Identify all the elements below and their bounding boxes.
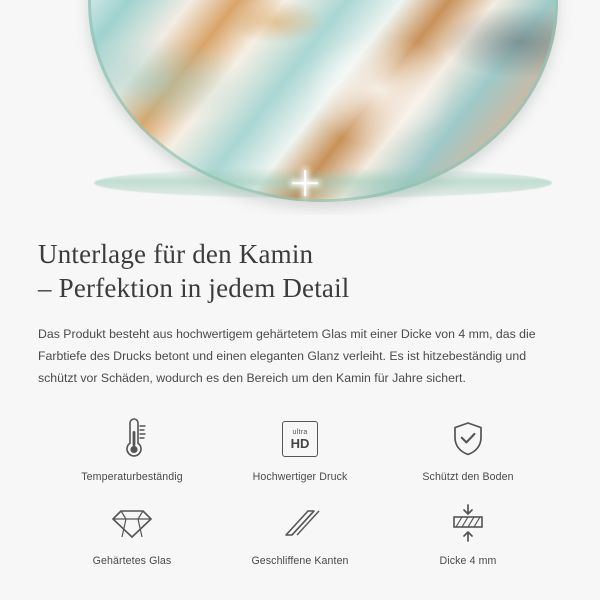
page-title-line-2: – Perfektion in jedem Detail <box>38 273 350 303</box>
thickness-arrows-icon <box>446 499 490 547</box>
feature-item-floor-protection <box>384 415 552 483</box>
feature-label: Gehärtetes Glas <box>92 555 172 567</box>
feature-grid <box>38 415 562 567</box>
feature-item-thickness <box>384 499 552 567</box>
page-title <box>38 237 562 305</box>
feature-item-polished-edges <box>216 499 384 567</box>
thermometer-icon <box>112 415 152 463</box>
content-section <box>0 237 600 567</box>
feature-label: Dicke 4 mm <box>439 555 497 567</box>
ultra-hd-badge-bottom: HD <box>290 435 310 451</box>
page-title-line-1: Unterlage für den Kamin <box>38 239 314 269</box>
feature-item-tempered-glass <box>48 499 216 567</box>
ultra-hd-badge-top: ultra <box>292 428 308 436</box>
product-description-text: Das Produkt besteht aus hochwertigem gehärtetem Glas mit einer Dicke von 4 mm, das die Farbtiefe des Drucks betont und einen eleganten Glanz verleiht. Es ist hitzebeständig und schützt vor Schäden, wodurch es den Bereich um den Kamin für Jahre sichert. <box>38 327 536 385</box>
feature-label: Geschliffene Kanten <box>251 555 349 567</box>
product-hero-image <box>88 0 558 202</box>
feature-label: Schützt den Boden <box>422 471 514 483</box>
shield-check-icon <box>448 415 488 463</box>
hero-section <box>0 0 600 215</box>
feature-item-temperature <box>48 415 216 483</box>
ultra-hd-icon <box>282 415 318 463</box>
feature-label: Temperaturbeständig <box>81 471 183 483</box>
polished-edges-icon <box>278 499 322 547</box>
feature-label: Hochwertiger Druck <box>252 471 348 483</box>
diamond-icon <box>110 499 154 547</box>
feature-item-print-quality <box>216 415 384 483</box>
